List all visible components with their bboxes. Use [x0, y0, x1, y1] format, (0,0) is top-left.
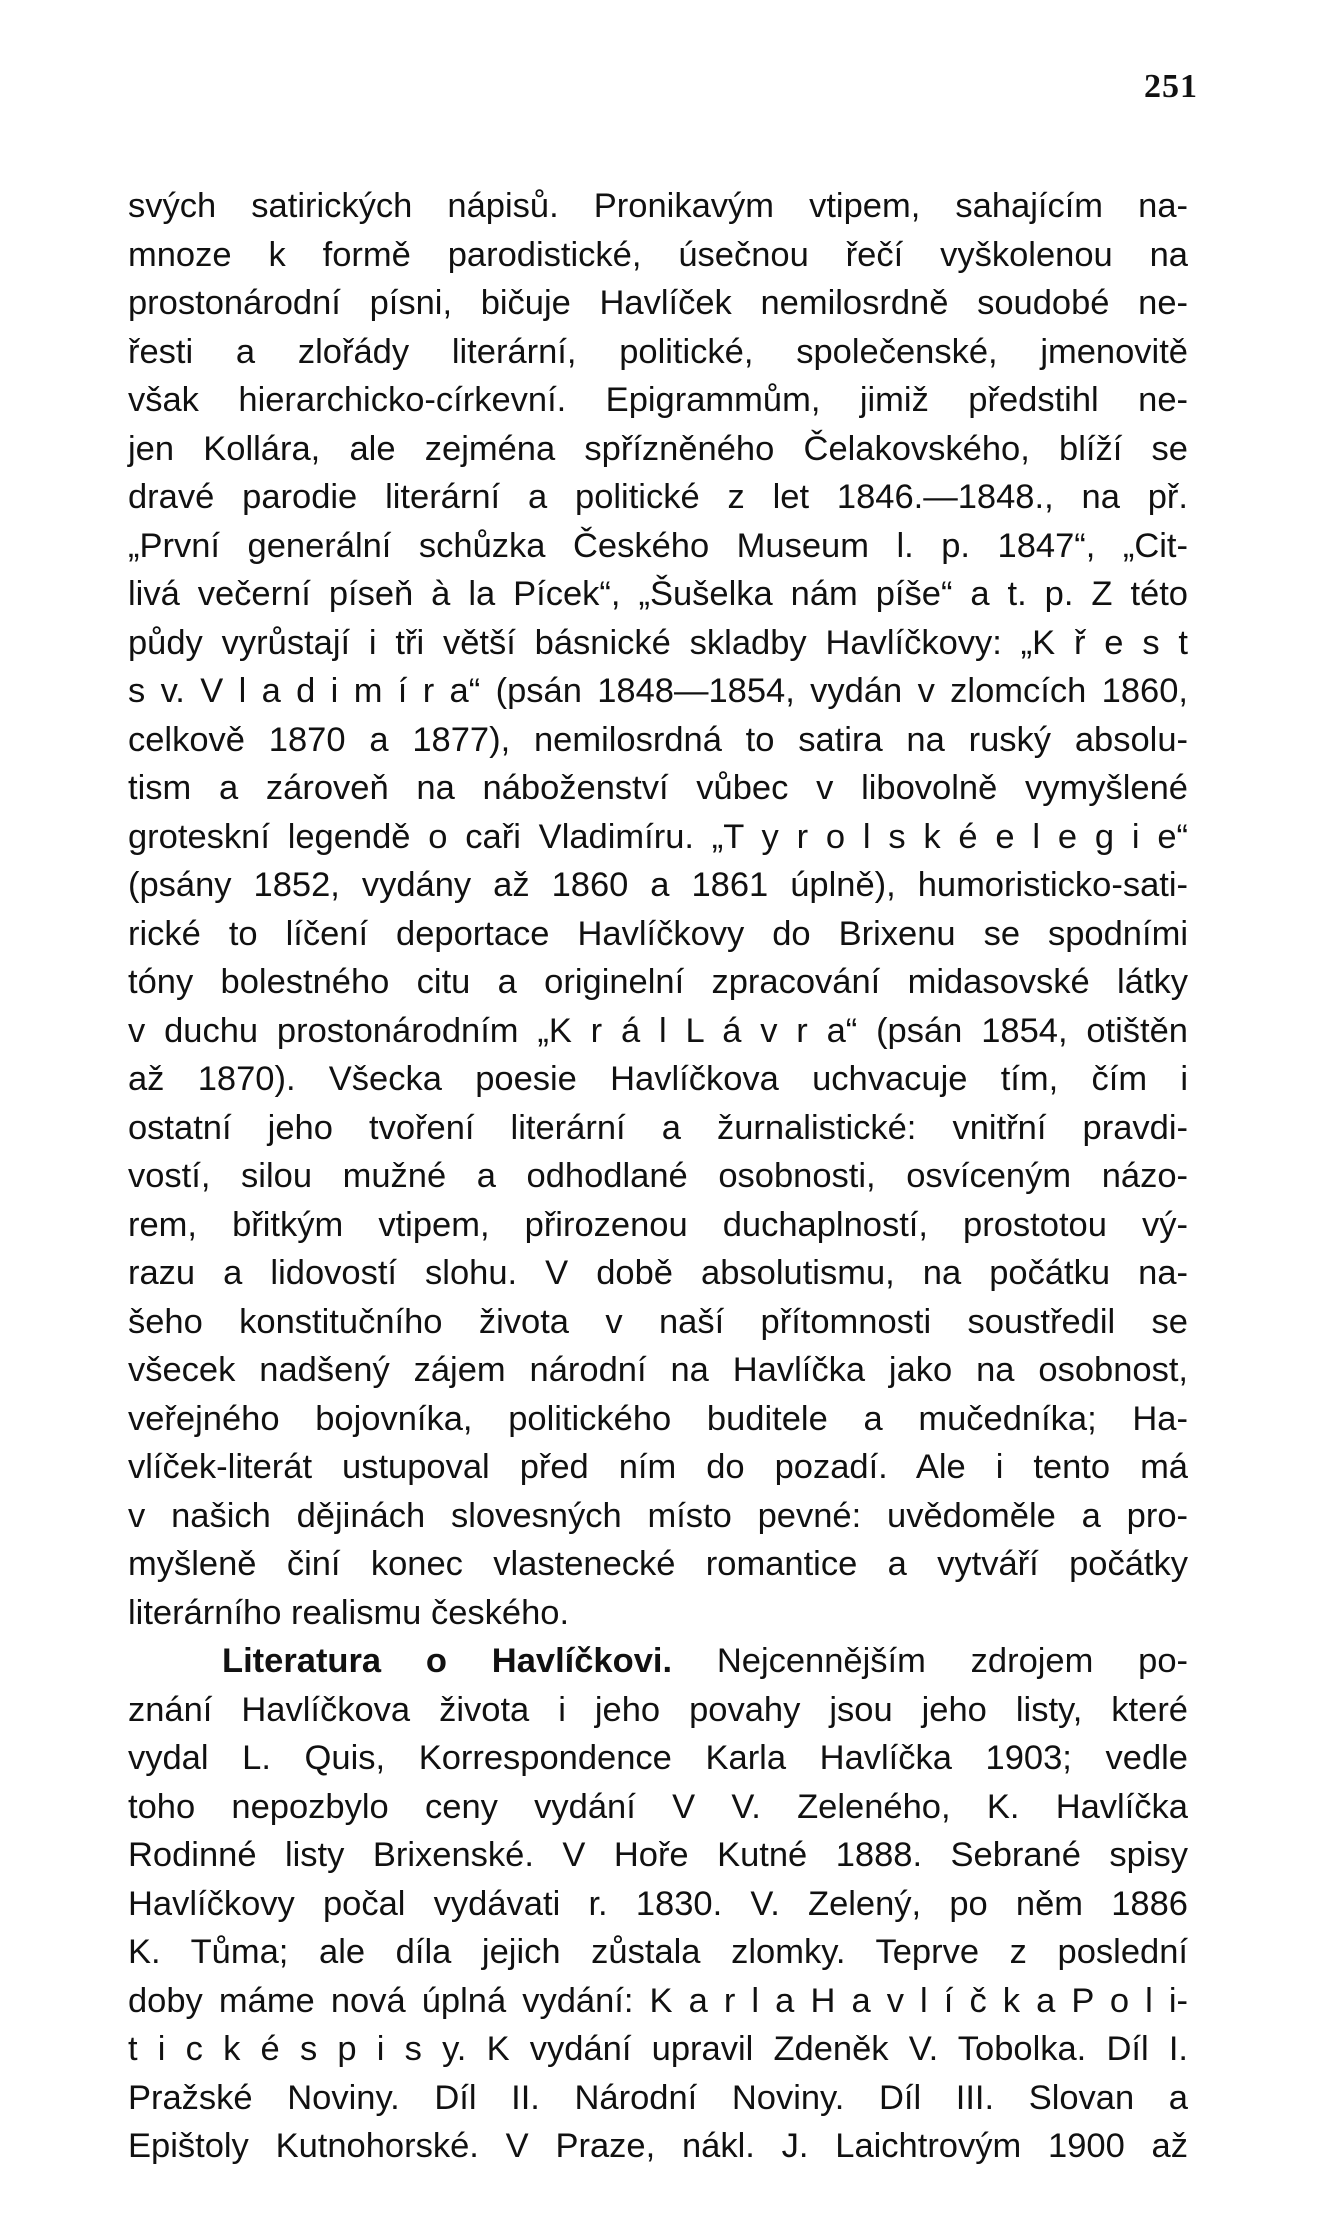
text-line: jen Kollára, ale zejména spřízněného Čelakovského, blíží se — [128, 429, 1188, 468]
text-line: rem, břitkým vtipem, přirozenou duchaplností, prostotou vý- — [128, 1205, 1188, 1244]
text-line: mnoze k formě parodistické, úsečnou řečí vyškolenou na — [128, 235, 1188, 274]
body-text — [128, 182, 1188, 2171]
section-heading: Literatura o Havlíčkovi. — [222, 1642, 673, 1680]
text-line: veřejného bojovníka, politického buditele a mučedníka; Ha- — [128, 1399, 1188, 1438]
text-line: znání Havlíčkova života i jeho povahy jsou jeho listy, které — [128, 1690, 1188, 1729]
page-number: 251 — [1144, 68, 1198, 105]
text-line: svých satirických nápisů. Pronikavým vtipem, sahajícím na- — [128, 187, 1188, 225]
text-line: až 1870). Všecka poesie Havlíčkova uchvacuje tím, čím i — [128, 1060, 1188, 1098]
text-line: rické to líčení deportace Havlíčkovy do Brixenu se spodními — [128, 914, 1188, 953]
text-line: tism a zároveň na náboženství vůbec v libovolně vymyšlené — [128, 769, 1188, 807]
text-line: groteskní legendě o caři Vladimíru. „T y r o l s k é e l e g i e“ — [128, 817, 1188, 856]
paragraph-literature — [128, 1637, 1188, 2171]
text-line-last: literárního realismu českého. — [128, 1593, 570, 1632]
text-line: „První generální schůzka Českého Museum l. p. 1847“, „Cit- — [128, 526, 1188, 565]
text-line: vostí, silou mužné a odhodlané osobnosti, osvíceným názo- — [128, 1157, 1188, 1195]
text-line: dravé parodie literární a politické z let 1846.—1848., na př. — [128, 478, 1188, 516]
text-line: doby máme nová úplná vydání: K a r l a H a v l í č k a P o l i- — [128, 1981, 1188, 2020]
text-line: celkově 1870 a 1877), nemilosrdná to satira na ruský absolu- — [128, 720, 1188, 759]
text-line: Rodinné listy Brixenské. V Hoře Kutné 1888. Sebrané spisy — [128, 1836, 1188, 1874]
text-line: šeho konstitučního života v naší přítomnosti soustředil se — [128, 1302, 1188, 1341]
text-line: vlíček-literát ustupoval před ním do pozadí. Ale i tento má — [128, 1448, 1188, 1486]
text-line: myšleně činí konec vlastenecké romantice a vytváří počátky — [128, 1545, 1188, 1583]
text-line: půdy vyrůstají i tři větší básnické skladby Havlíčkovy: „K ř e s t — [128, 623, 1188, 662]
text-line: t i c k é s p i s y. K vydání upravil Zdeněk V. Tobolka. Díl I. — [128, 2030, 1188, 2068]
text-line: v duchu prostonárodním „K r á l L á v r a“ (psán 1854, otištěn — [128, 1011, 1188, 1050]
literature-first-line — [128, 1637, 1188, 1686]
text-line: prostonárodní písni, bičuje Havlíček nemilosrdně soudobé ne- — [128, 284, 1188, 322]
text-line: řesti a zlořády literární, politické, společenské, jmenovitě — [128, 332, 1188, 371]
text-line: Havlíčkovy počal vydávati r. 1830. V. Zelený, po něm 1886 — [128, 1884, 1188, 1923]
text-line: tóny bolestného citu a originelní zpracování midasovské látky — [128, 963, 1188, 1001]
text-line: s v. V l a d i m í r a“ (psán 1848—1854, vydán v zlomcích 1860, — [128, 672, 1188, 710]
paragraph-havlicek-satire — [128, 182, 1188, 1637]
text-line: v našich dějinách slovesných místo pevné: uvědoměle a pro- — [128, 1496, 1188, 1535]
text-line: všecek nadšený zájem národní na Havlíčka jako na osobnost, — [128, 1351, 1188, 1389]
text-line: Pražské Noviny. Díl II. Národní Noviny. Díl III. Slovan a — [128, 2078, 1188, 2117]
text-line: vydal L. Quis, Korrespondence Karla Havlíčka 1903; vedle — [128, 1739, 1188, 1777]
heading-line-rest: Nejcennějším zdrojem po- — [672, 1642, 1189, 1680]
text-line: toho nepozbylo ceny vydání V V. Zeleného, K. Havlíčka — [128, 1787, 1188, 1826]
text-line: Epištoly Kutnohorské. V Praze, nákl. J. Laichtrovým 1900 až — [128, 2127, 1188, 2165]
text-line: (psány 1852, vydány až 1860 a 1861 úplně), humoristicko-sati- — [128, 866, 1188, 904]
text-line: livá večerní píseň à la Pícek“, „Šušelka nám píše“ a t. p. Z této — [128, 575, 1188, 613]
text-line: však hierarchicko-církevní. Epigrammům, jimiž předstihl ne- — [128, 381, 1188, 419]
text-line: razu a lidovostí slohu. V době absolutismu, na počátku na- — [128, 1254, 1188, 1292]
text-line: ostatní jeho tvoření literární a žurnalistické: vnitřní pravdi- — [128, 1108, 1188, 1147]
text-line: K. Tůma; ale díla jejich zůstala zlomky. Teprve z poslední — [128, 1933, 1188, 1971]
